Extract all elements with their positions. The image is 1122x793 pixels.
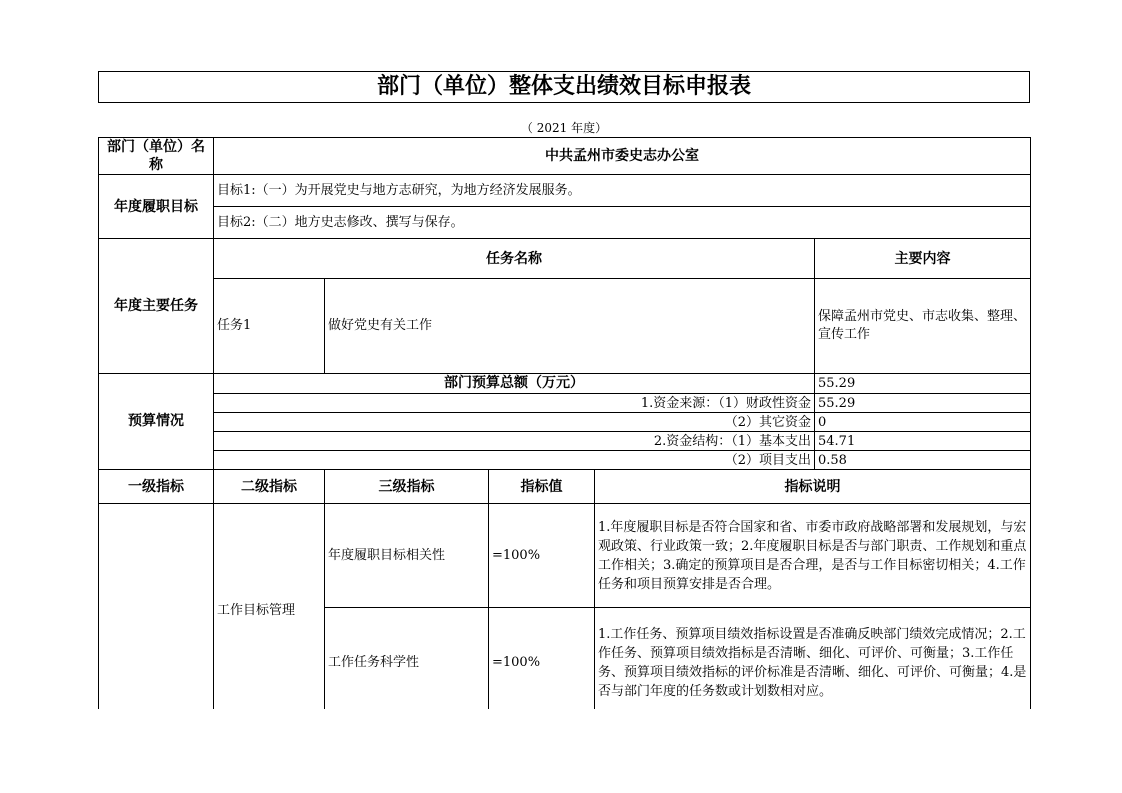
indicator-desc: 1.工作任务、预算项目绩效指标设置是否准确反映部门绩效完成情况；2.工作任务、预算项目绩效指标是否清晰、细化、可评价、可衡量；3.工作任务、预算项目绩效指标的评价标准是否清晰、细化、可评价、可衡量；4.是否与部门年度的任务数或计划数相对应。 bbox=[595, 608, 1031, 718]
indicator-level1-cell bbox=[99, 504, 214, 718]
tasks-label: 年度主要任务 bbox=[99, 239, 214, 374]
page-title: 部门（单位）整体支出绩效目标申报表 bbox=[98, 71, 1030, 103]
indicator-value: =100% bbox=[489, 504, 595, 608]
budget-label: 预算情况 bbox=[99, 374, 214, 470]
indicator-header-level2: 二级指标 bbox=[214, 470, 325, 504]
indicator-header-level1: 一级指标 bbox=[99, 470, 214, 504]
task-id: 任务1 bbox=[214, 279, 325, 374]
budget-line-value: 0 bbox=[815, 413, 1031, 432]
budget-total-value: 55.29 bbox=[815, 374, 1031, 394]
unit-name-value: 中共孟州市委史志办公室 bbox=[214, 138, 1031, 175]
budget-line-value: 55.29 bbox=[815, 394, 1031, 413]
budget-total-label: 部门预算总额（万元） bbox=[214, 374, 815, 394]
budget-line-label: 1.资金来源：（1）财政性资金 bbox=[214, 394, 815, 413]
budget-line-value: 54.71 bbox=[815, 432, 1031, 451]
page-bottom-margin bbox=[0, 709, 1122, 793]
indicator-header-desc: 指标说明 bbox=[595, 470, 1031, 504]
budget-line-label: （2）项目支出 bbox=[214, 451, 815, 470]
unit-name-label: 部门（单位）名称 bbox=[99, 138, 214, 175]
annual-goal-2: 目标2:（二）地方史志修改、撰写与保存。 bbox=[214, 207, 1031, 239]
annual-goal-1: 目标1:（一）为开展党史与地方志研究，为地方经济发展服务。 bbox=[214, 175, 1031, 207]
indicator-value: =100% bbox=[489, 608, 595, 718]
budget-line-label: （2）其它资金 bbox=[214, 413, 815, 432]
indicator-header-value: 指标值 bbox=[489, 470, 595, 504]
task-name-header: 任务名称 bbox=[214, 239, 815, 279]
task-name: 做好党史有关工作 bbox=[325, 279, 815, 374]
indicator-level3: 工作任务科学性 bbox=[325, 608, 489, 718]
report-year: （ 2021 年度） bbox=[520, 121, 608, 135]
task-content: 保障孟州市党史、市志收集、整理、宣传工作 bbox=[815, 279, 1031, 374]
annual-goals-label: 年度履职目标 bbox=[99, 175, 214, 239]
indicator-level3: 年度履职目标相关性 bbox=[325, 504, 489, 608]
task-content-header: 主要内容 bbox=[815, 239, 1031, 279]
indicator-level2: 工作目标管理 bbox=[214, 504, 325, 718]
budget-line-label: 2.资金结构：（1）基本支出 bbox=[214, 432, 815, 451]
indicator-desc: 1.年度履职目标是否符合国家和省、市委市政府战略部署和发展规划，与宏观政策、行业政策一致；2.年度履职目标是否与部门职责、工作规划和重点工作相关；3.确定的预算项目是否合理，是否与工作目标密切相关；4.工作任务和项目预算安排是否合理。 bbox=[595, 504, 1031, 608]
performance-table bbox=[98, 137, 1031, 718]
indicator-header-level3: 三级指标 bbox=[325, 470, 489, 504]
budget-line-value: 0.58 bbox=[815, 451, 1031, 470]
